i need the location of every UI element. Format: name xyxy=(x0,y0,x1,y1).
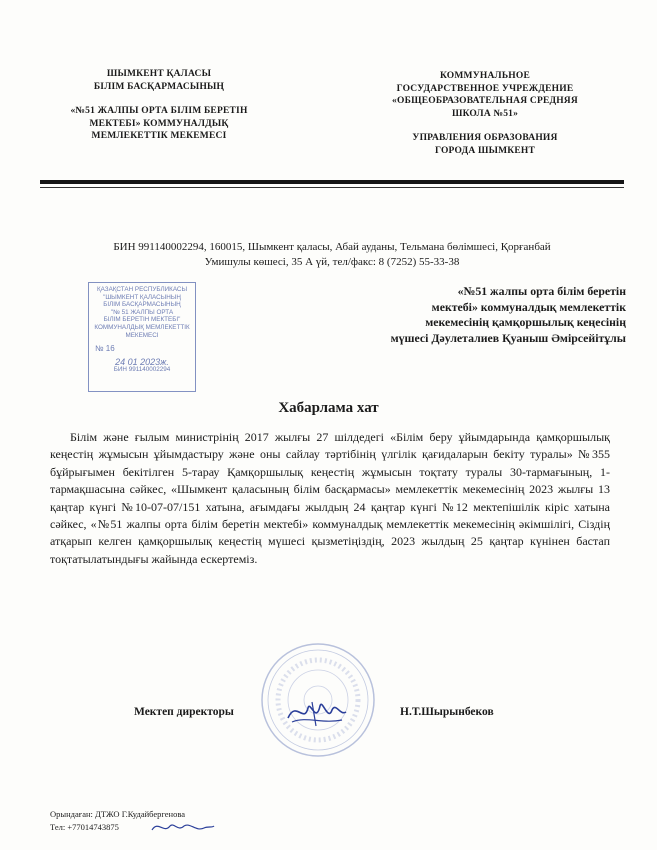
signatory-name: Н.Т.Шырынбеков xyxy=(400,706,494,718)
header-right-line: «ОБЩЕОБРАЗОВАТЕЛЬНАЯ СРЕДНЯЯ xyxy=(392,96,578,106)
stamp-date: 24 01 2023ж. xyxy=(115,356,169,367)
header-right-line: КОММУНАЛЬНОЕ xyxy=(439,71,531,81)
header-right-russian xyxy=(360,70,610,157)
header-left-line: МЕКТЕБІ» КОММУНАЛДЫҚ xyxy=(89,118,229,129)
header-right-line: ГОРОДА ШЫМКЕНТ xyxy=(434,145,536,156)
header-right-line: ГОСУДАРСТВЕННОЕ УЧРЕЖДЕНИЕ xyxy=(396,83,574,94)
header-right-line: УПРАВЛЕНИЯ ОБРАЗОВАНИЯ xyxy=(412,133,558,143)
header-left-line: БІЛІМ БАСҚАРМАСЫНЫҢ xyxy=(93,81,225,92)
stamp-line: "№ 51 ЖАЛПЫ ОРТА xyxy=(110,308,174,316)
recipient-line: мекемесінің қамқоршылық кеңесінің xyxy=(425,315,626,330)
header-left-kazakh xyxy=(44,68,274,143)
header-left-line: МЕМЛЕКЕТТІК МЕКЕМЕСІ xyxy=(91,131,227,141)
stamp-line: КОММУНАЛДЫҚ МЕМЛЕКЕТТІК xyxy=(94,323,190,331)
recipient-block xyxy=(306,284,626,346)
stamp-number: № 16 xyxy=(95,344,115,354)
stamp-line: "ШЫМКЕНТ ҚАЛАСЫНЫҢ xyxy=(103,293,181,301)
handwritten-signature-image xyxy=(282,694,352,730)
header-divider-thin xyxy=(40,187,624,188)
executor-phone: Тел: +77014743875 xyxy=(50,822,119,832)
header-left-line: ШЫМКЕНТ ҚАЛАСЫ xyxy=(106,69,212,79)
recipient-line: мүшесі Дәулеталиев Қуаныш Әмірсейітұлы xyxy=(390,330,626,345)
stamp-line: ҚАЗАҚСТАН РЕСПУБЛИКАСЫ xyxy=(96,286,188,293)
address-line: БИН 991140002294, 160015, Шымкент қаласы, Абай ауданы, Тельмана бөлімшесі, Қорғанбай xyxy=(113,241,551,253)
signatory-title: Мектеп директоры xyxy=(134,706,234,718)
stamp-bin: БИН 991140002294 xyxy=(113,366,171,374)
executor-signature-image xyxy=(148,816,218,838)
address-block xyxy=(40,240,624,270)
letter-title: Хабарлама хат xyxy=(278,400,379,416)
header-left-line: «№51 ЖАЛПЫ ОРТА БІЛІМ БЕРЕТІН xyxy=(70,106,248,116)
letter-body: Білім және ғылым министрінің 2017 жылғы 27 шілдедегі «Білім беру ұйымдарында қамқоршылық кеңестің жұмысын ұйымдастыру және оны сайлау тәртібінің үлгілік қағидаларын бекіту туралы» №355 бұйрығымен бекітілген 5-тарау Қамқоршылық кеңестің жұмысын тоқтату туралы 30-тармағының, 1-тармақшасына сәйкес, «Шымкент қаласының білім басқармасы» мемлекеттік мекемесінің 2023 жылғы 13 қаңтар күнгі №10-07-07/151 хатына, ағымдағы жылдың 24 қаңтар күнгі №12 мектепішілік кіріс хатына сәйкес, «№51 жалпы орта білім беретін мектебі» коммуналдық мемлекеттік мекемесінің әкімшілігі, Сіздің атқарып келген қамқоршылық кеңестің мүшесі қызметіңіздің, 2023 жылдың 25 қаңтар күнінен бастап тоқтатылатындығы жайында ескертеміз. xyxy=(50,430,610,566)
stamp-line: МЕКЕМЕСІ xyxy=(125,331,159,339)
executor-name: Орындаған: ДТЖО Г.Кудайбергенова xyxy=(50,809,186,819)
header-divider-thick xyxy=(40,180,624,184)
recipient-line: «№51 жалпы орта білім беретін xyxy=(457,284,626,298)
registration-stamp xyxy=(88,282,196,392)
recipient-line: мектебі» коммуналдық мемлекеттік xyxy=(431,299,626,314)
address-line: Умишулы көшесі, 35 А үй, тел/факс: 8 (7252) 55-33-38 xyxy=(204,256,460,268)
stamp-line: БІЛІМ БЕРЕТІН МЕКТЕБІ" xyxy=(103,316,181,324)
header-right-line: ШКОЛА №51» xyxy=(451,108,519,119)
stamp-line: БІЛІМ БАСҚАРМАСЫНЫҢ xyxy=(103,301,181,309)
